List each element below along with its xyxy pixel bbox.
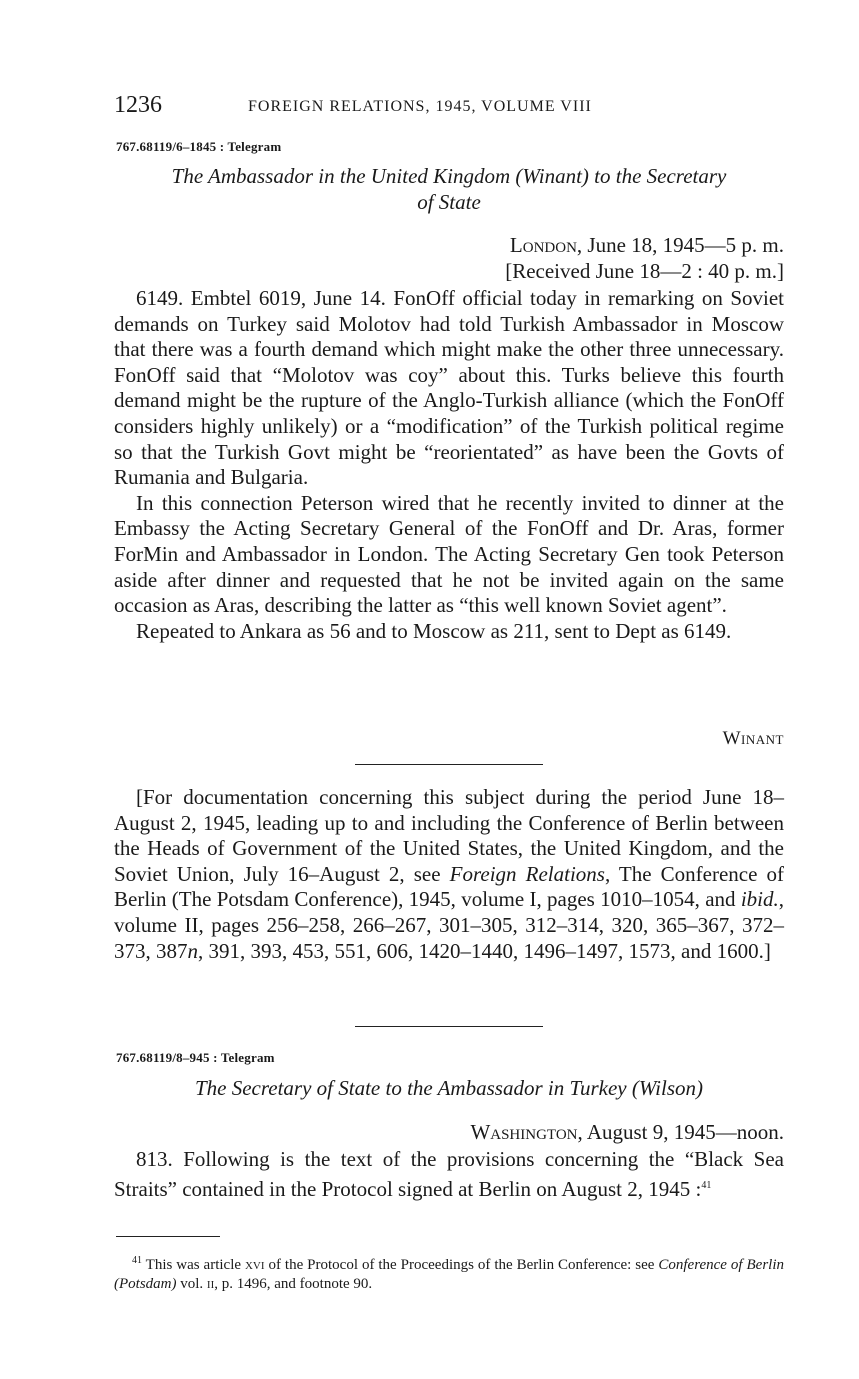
footnote-volume: ii (206, 1276, 215, 1292)
telegram-body (114, 286, 784, 644)
editorial-text: , volume II, pages 256–258, 266–267, 301–305, 312–314, 320, 365–367, 372–373, 387 (114, 887, 784, 963)
editorial-italic: ibid. (740, 887, 779, 912)
editorial-italic: Foreign Relations (449, 861, 605, 886)
file-reference: 767.68119/6–1845 : Telegram (116, 139, 282, 154)
file-reference: 767.68119/8–945 : Telegram (116, 1050, 275, 1065)
footnote-article: xvi (244, 1257, 265, 1273)
paragraph: Repeated to Ankara as 56 and to Moscow as 211, sent to Dept as 6149. (136, 618, 732, 643)
section-divider (355, 1026, 543, 1027)
paragraph-text: 813. Following is the text of the provisions concerning the “Black Sea Straits” contained in the Protocol signed at Berlin on August 2, 1945 : (114, 1147, 784, 1201)
paragraph: 6149. Embtel 6019, June 14. FonOff official today in remarking on Soviet demands on Turkey said Molotov had told Turkish Ambassador in Moscow that there was a fourth demand which might make the other three unnecessary. FonOff said that “Molotov was coy” about this. Turks believe this fourth demand might be the rupture of the Anglo-Turkish alliance (which the FonOff considers highly unlikely) or a “modification” of the Turkish political regime so that the Turkish Govt might be “reorientated” as have been the Govts of Rumania and Bulgaria. (114, 286, 784, 490)
document-title-line: The Ambassador in the United Kingdom (Winant) to the Secretary (171, 164, 727, 188)
footnote-text: of the Protocol of the Proceedings of the Berlin Conference: see (264, 1257, 659, 1273)
dateline-place: London (509, 233, 577, 257)
dateline-date: , August 9, 1945—noon. (577, 1120, 784, 1144)
telegram-body (114, 1147, 784, 1202)
dateline (470, 1119, 784, 1145)
page-number: 1236 (114, 92, 162, 118)
footnote-text: vol. (176, 1276, 207, 1292)
section-divider (355, 764, 543, 765)
received-line: [Received June 18—2 : 40 p. m.] (505, 259, 784, 283)
footnote-italic: Conference of Berlin (Potsdam) (114, 1257, 785, 1292)
footnote-reference[interactable]: 41 (701, 1179, 712, 1191)
running-head (114, 92, 784, 122)
dateline (510, 232, 784, 258)
footnote-mark: 41 (132, 1255, 142, 1266)
running-title: FOREIGN RELATIONS, 1945, VOLUME VIII (248, 98, 592, 115)
footnote-text: This was article (142, 1257, 245, 1273)
dateline-place: Washington (470, 1120, 578, 1144)
editorial-italic: n (187, 938, 198, 963)
paragraph: In this connection Peterson wired that he recently invited to dinner at the Embassy the Acting Secretary General of the FonOff and Dr. Aras, former ForMin and Ambassador in London. The Acting Secretary Gen took Peterson aside after dinner and requested that he not be invited again on the same occasion as Aras, describing the latter as “this well known Soviet agent”. (114, 490, 784, 618)
footnote-text: , p. 1496, and footnote 90. (214, 1276, 373, 1292)
footnote (114, 1251, 784, 1294)
editorial-text: [For documentation concerning this subject during the period June 18–August 2, 1945, leading up to and including the Conference of Berlin between the Heads of Government of the United States, the United Kingdom, and the Soviet Union, July 16–August 2, see (114, 785, 784, 886)
editorial-text: , 391, 393, 453, 551, 606, 1420–1440, 1496–1497, 1573, and 1600.] (198, 938, 771, 963)
paragraph (114, 1147, 784, 1202)
dateline-date: , June 18, 1945—5 p. m. (576, 233, 784, 257)
signature: Winant (722, 728, 784, 749)
footnote-divider (116, 1236, 220, 1237)
document-title: The Secretary of State to the Ambassador in Turkey (Wilson) (194, 1076, 704, 1100)
editorial-note (114, 785, 784, 964)
editorial-text: , The Conference of Berlin (The Potsdam Conference), 1945, volume I, pages 1010–1054, and (114, 861, 785, 912)
document-title (114, 163, 784, 215)
document-title-line: of State (417, 190, 481, 214)
